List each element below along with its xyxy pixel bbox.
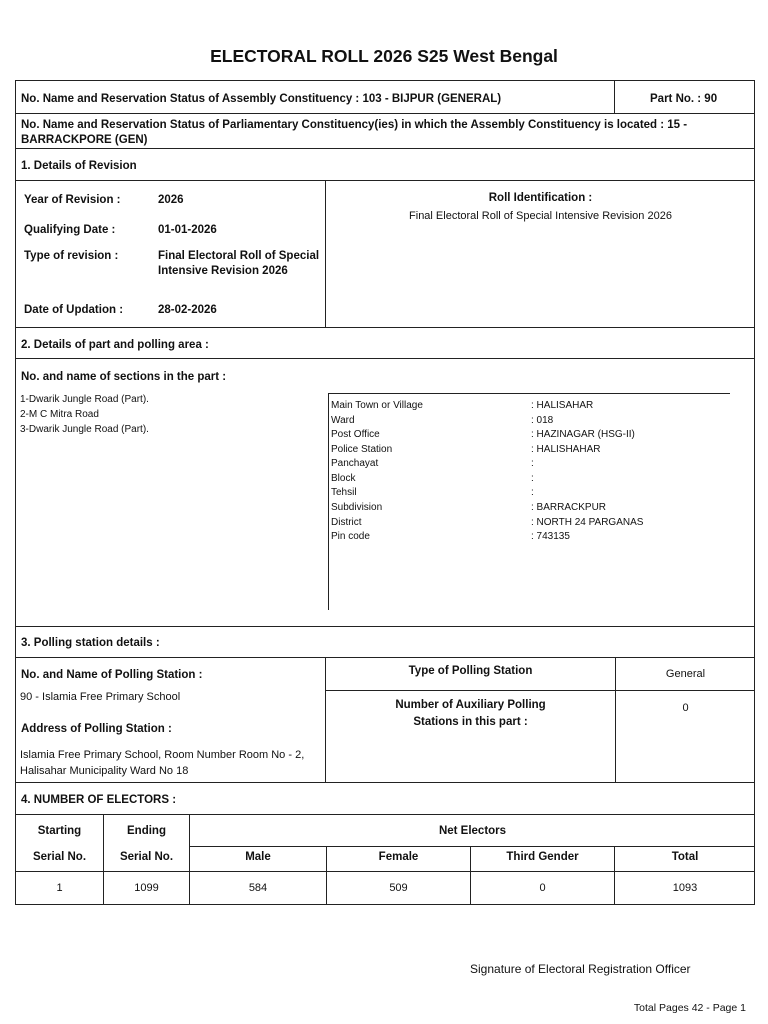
assembly-constituency: No. Name and Reservation Status of Assembly Constituency : 103 - BIJPUR (GENERAL) bbox=[21, 93, 502, 105]
electors-heading: 4. NUMBER OF ELECTORS : bbox=[21, 794, 177, 806]
qualifying-date-value: 01-01-2026 bbox=[158, 224, 217, 236]
year-label: Year of Revision : bbox=[24, 194, 121, 206]
starting-serial-value: 1 bbox=[56, 882, 63, 894]
detail-label-block: Block bbox=[331, 473, 356, 484]
third-gender-header: Third Gender bbox=[506, 851, 579, 863]
ending-header: Ending bbox=[127, 825, 166, 837]
sections-heading: No. and name of sections in the part : bbox=[21, 371, 227, 383]
divider bbox=[16, 657, 754, 658]
detail-label-subdivision: Subdivision bbox=[331, 502, 383, 513]
polling-station-address: Islamia Free Primary School, Room Number Room No - 2, Halisahar Municipality Ward No 18 bbox=[20, 749, 305, 777]
polling-station-name-label: No. and Name of Polling Station : bbox=[21, 669, 203, 681]
detail-value-pin-code: : 743135 bbox=[531, 531, 570, 542]
detail-value-district: : NORTH 24 PARGANAS bbox=[531, 517, 644, 528]
section-item: 2-M C Mitra Road bbox=[20, 409, 99, 420]
polling-station-type-label: Type of Polling Station bbox=[408, 665, 533, 677]
detail-value-police-station: : HALISHAHAR bbox=[531, 444, 601, 455]
revision-type-label: Type of revision : bbox=[24, 250, 119, 262]
female-header: Female bbox=[378, 851, 419, 863]
divider bbox=[614, 81, 615, 113]
auxiliary-stations-label: Number of Auxiliary Polling Stations in this part : bbox=[395, 699, 546, 728]
part-number: Part No. : 90 bbox=[650, 93, 718, 105]
divider bbox=[189, 846, 754, 847]
part-area-heading: 2. Details of part and polling area : bbox=[21, 339, 209, 351]
divider bbox=[328, 393, 730, 394]
parliamentary-constituency: No. Name and Reservation Status of Parliamentary Constituency(ies) in which the Assembly Constituency is located : 15 - BARRACKPORE (GEN) bbox=[21, 119, 688, 146]
updation-date-value: 28-02-2026 bbox=[158, 304, 217, 316]
roll-identification-value: Final Electoral Roll of Special Intensive Revision 2026 bbox=[409, 210, 672, 222]
detail-label-pin-code: Pin code bbox=[331, 531, 370, 542]
net-electors-header: Net Electors bbox=[438, 825, 507, 837]
detail-label-town: Main Town or Village bbox=[331, 400, 423, 411]
divider bbox=[16, 782, 754, 783]
divider bbox=[16, 113, 754, 114]
page-counter: Total Pages 42 - Page 1 bbox=[633, 1002, 746, 1014]
section-item: 3-Dwarik Jungle Road (Part). bbox=[20, 424, 149, 435]
polling-station-type-value: General bbox=[665, 668, 706, 680]
polling-station-name: 90 - Islamia Free Primary School bbox=[20, 691, 181, 703]
third-gender-value: 0 bbox=[539, 882, 546, 894]
divider bbox=[16, 180, 754, 181]
detail-value-town: : HALISAHAR bbox=[531, 400, 594, 411]
divider bbox=[16, 871, 754, 872]
divider bbox=[16, 814, 754, 815]
detail-value-post-office: : HAZINAGAR (HSG-II) bbox=[531, 429, 635, 440]
starting-serial-header: Serial No. bbox=[32, 851, 87, 863]
detail-value-ward: : 018 bbox=[531, 415, 554, 426]
updation-date-label: Date of Updation : bbox=[24, 304, 124, 316]
signature-caption: Signature of Electoral Registration Officer bbox=[470, 962, 691, 976]
divider bbox=[16, 327, 754, 328]
section-item: 1-Dwarik Jungle Road (Part). bbox=[20, 394, 149, 405]
polling-heading: 3. Polling station details : bbox=[21, 637, 160, 649]
divider bbox=[328, 393, 329, 610]
polling-station-address-label: Address of Polling Station : bbox=[21, 723, 172, 735]
revision-heading: 1. Details of Revision bbox=[21, 160, 137, 172]
male-value: 584 bbox=[248, 882, 268, 894]
detail-label-district: District bbox=[331, 517, 362, 528]
page-title: ELECTORAL ROLL 2026 S25 West Bengal bbox=[210, 46, 558, 66]
detail-value-block: : bbox=[531, 473, 534, 484]
roll-identification-label: Roll Identification : bbox=[488, 192, 593, 204]
male-header: Male bbox=[245, 851, 271, 863]
starting-header: Starting bbox=[37, 825, 82, 837]
ending-serial-value: 1099 bbox=[134, 882, 159, 894]
auxiliary-stations-value: 0 bbox=[682, 702, 689, 714]
detail-label-panchayat: Panchayat bbox=[331, 458, 379, 469]
divider bbox=[16, 626, 754, 627]
detail-label-ward: Ward bbox=[331, 415, 355, 426]
detail-value-panchayat: : bbox=[531, 458, 534, 469]
total-header: Total bbox=[671, 851, 699, 863]
female-value: 509 bbox=[389, 882, 408, 894]
revision-type-value: Final Electoral Roll of Special Intensive Revision 2026 bbox=[158, 250, 320, 277]
detail-value-subdivision: : BARRACKPUR bbox=[531, 502, 607, 513]
detail-label-police-station: Police Station bbox=[331, 444, 393, 455]
roll-form bbox=[15, 80, 755, 905]
divider bbox=[16, 148, 754, 149]
ending-serial-header: Serial No. bbox=[119, 851, 174, 863]
divider bbox=[325, 690, 754, 691]
total-value: 1093 bbox=[672, 882, 698, 894]
divider bbox=[16, 358, 754, 359]
detail-label-post-office: Post Office bbox=[331, 429, 380, 440]
qualifying-date-label: Qualifying Date : bbox=[24, 224, 116, 236]
detail-label-tehsil: Tehsil bbox=[331, 487, 357, 498]
detail-value-tehsil: : bbox=[531, 487, 534, 498]
year-value: 2026 bbox=[158, 194, 184, 206]
